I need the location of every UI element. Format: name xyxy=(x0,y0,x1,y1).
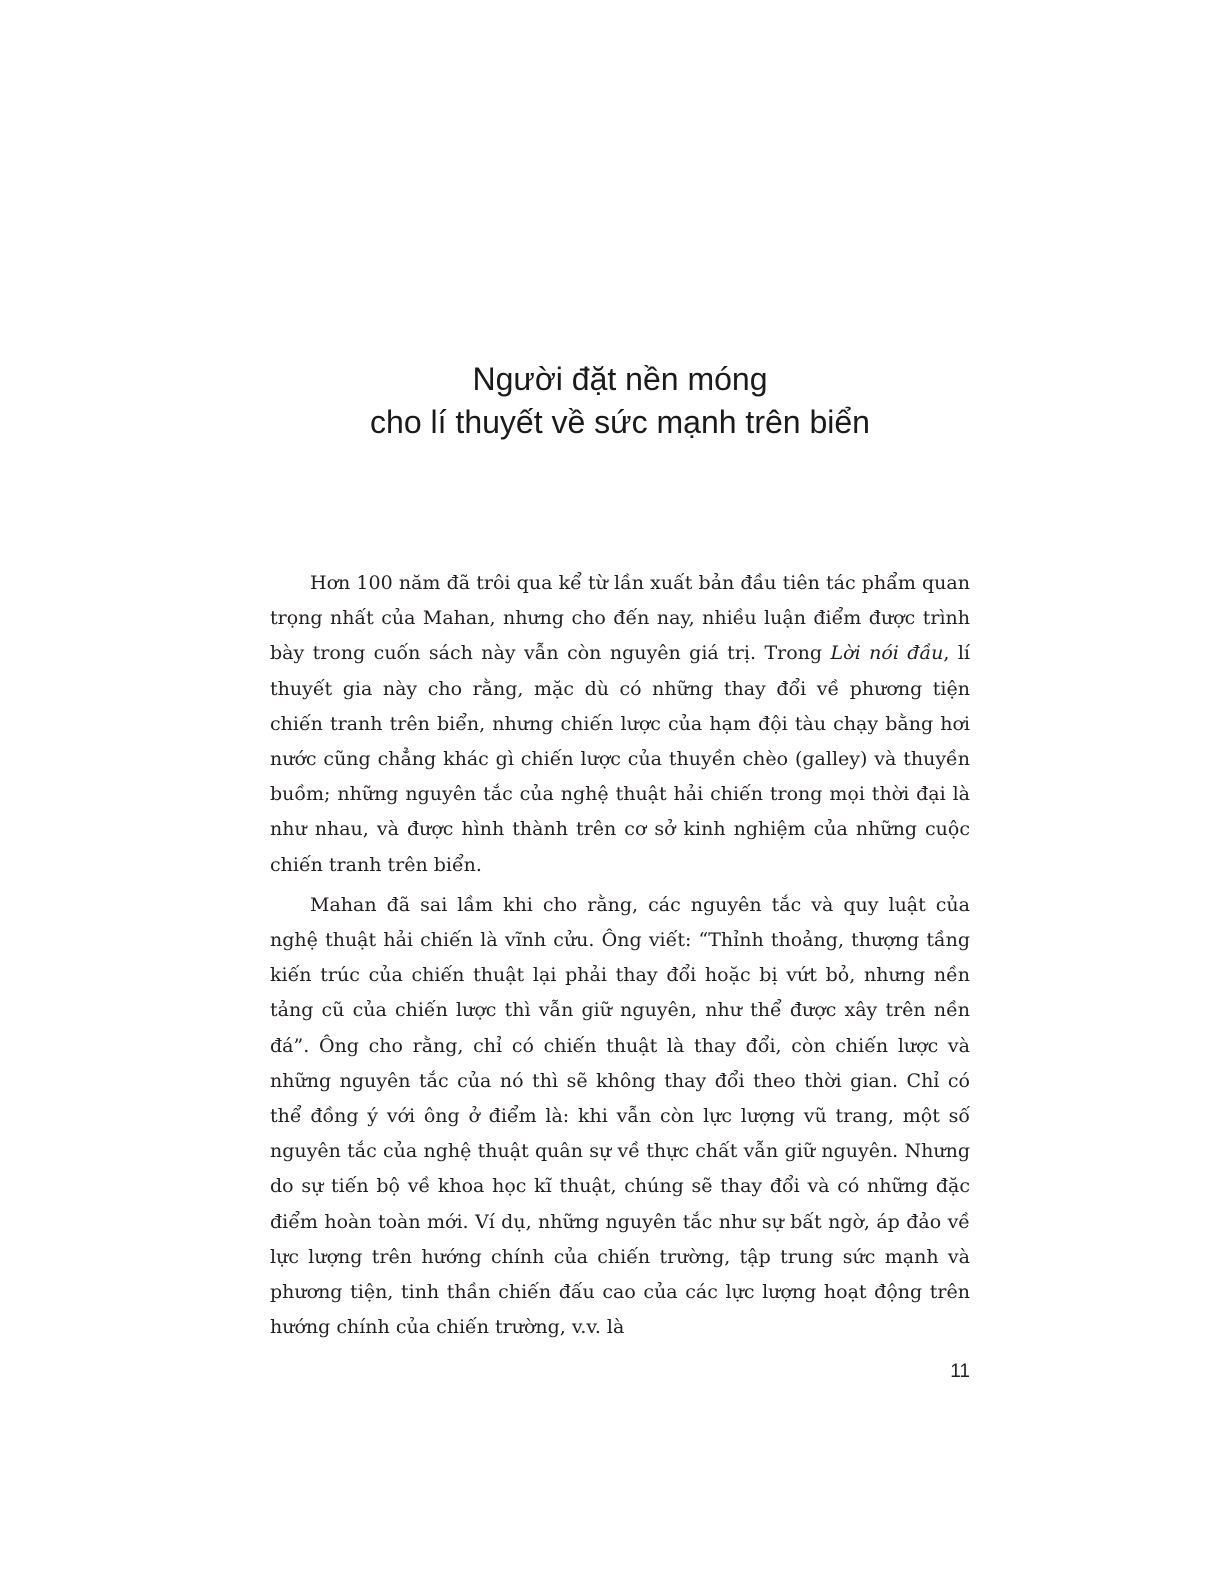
chapter-title-line-2: cho lí thuyết về sức mạnh trên biển xyxy=(370,404,870,440)
body-text xyxy=(270,566,970,1345)
chapter-title-line-1: Người đặt nền móng xyxy=(472,361,768,397)
paragraph-1-text-end: , lí thuyết gia này cho rằng, mặc dù có những thay đổi về phương tiện chiến tranh trên biển, nhưng chiến lược của hạm đội tàu chạy bằng hơi nước cũng chẳng khác gì chiến lược của thuyền chèo (galley) và thuyền buồm; những nguyên tắc của nghệ thuật hải chiến trong mọi thời đại là như nhau, và được hình thành trên cơ sở kinh nghiệm của những cuộc chiến tranh trên biển. xyxy=(270,642,971,876)
book-section-title: Lời nói đầu xyxy=(830,642,944,665)
paragraph-1-text-start: Hơn 100 năm đã trôi qua kể từ lần xuất bản đầu tiên tác phẩm quan trọng nhất của Mahan, nhưng cho đến nay, nhiều luận điểm được trình bày trong cuốn sách này vẫn còn nguyên giá trị. Trong xyxy=(270,572,970,665)
paragraph-1 xyxy=(270,566,970,883)
paragraph-2: Mahan đã sai lầm khi cho rằng, các nguyên tắc và quy luật của nghệ thuật hải chiến là vĩnh cửu. Ông viết: “Thỉnh thoảng, thượng tầng kiến trúc của chiến thuật lại phải thay đổi hoặc bị vứt bỏ, nhưng nền tảng cũ của chiến lược thì vẫn giữ nguyên, như thể được xây trên nền đá”. Ông cho rằng, chỉ có chiến thuật là thay đổi, còn chiến lược và những nguyên tắc của nó thì sẽ không thay đổi theo thời gian. Chỉ có thể đồng ý với ông ở điểm là: khi vẫn còn lực lượng vũ trang, một số nguyên tắc của nghệ thuật quân sự về thực chất vẫn giữ nguyên. Nhưng do sự tiến bộ về khoa học kĩ thuật, chúng sẽ thay đổi và có những đặc điểm hoàn toàn mới. Ví dụ, những nguyên tắc như sự bất ngờ, áp đảo về lực lượng trên hướng chính của chiến trường, tập trung sức mạnh và phương tiện, tinh thần chiến đấu cao của các lực lượng hoạt động trên hướng chính của chiến trường, v.v. là xyxy=(270,893,970,1339)
page-number: 11 xyxy=(950,1361,970,1382)
